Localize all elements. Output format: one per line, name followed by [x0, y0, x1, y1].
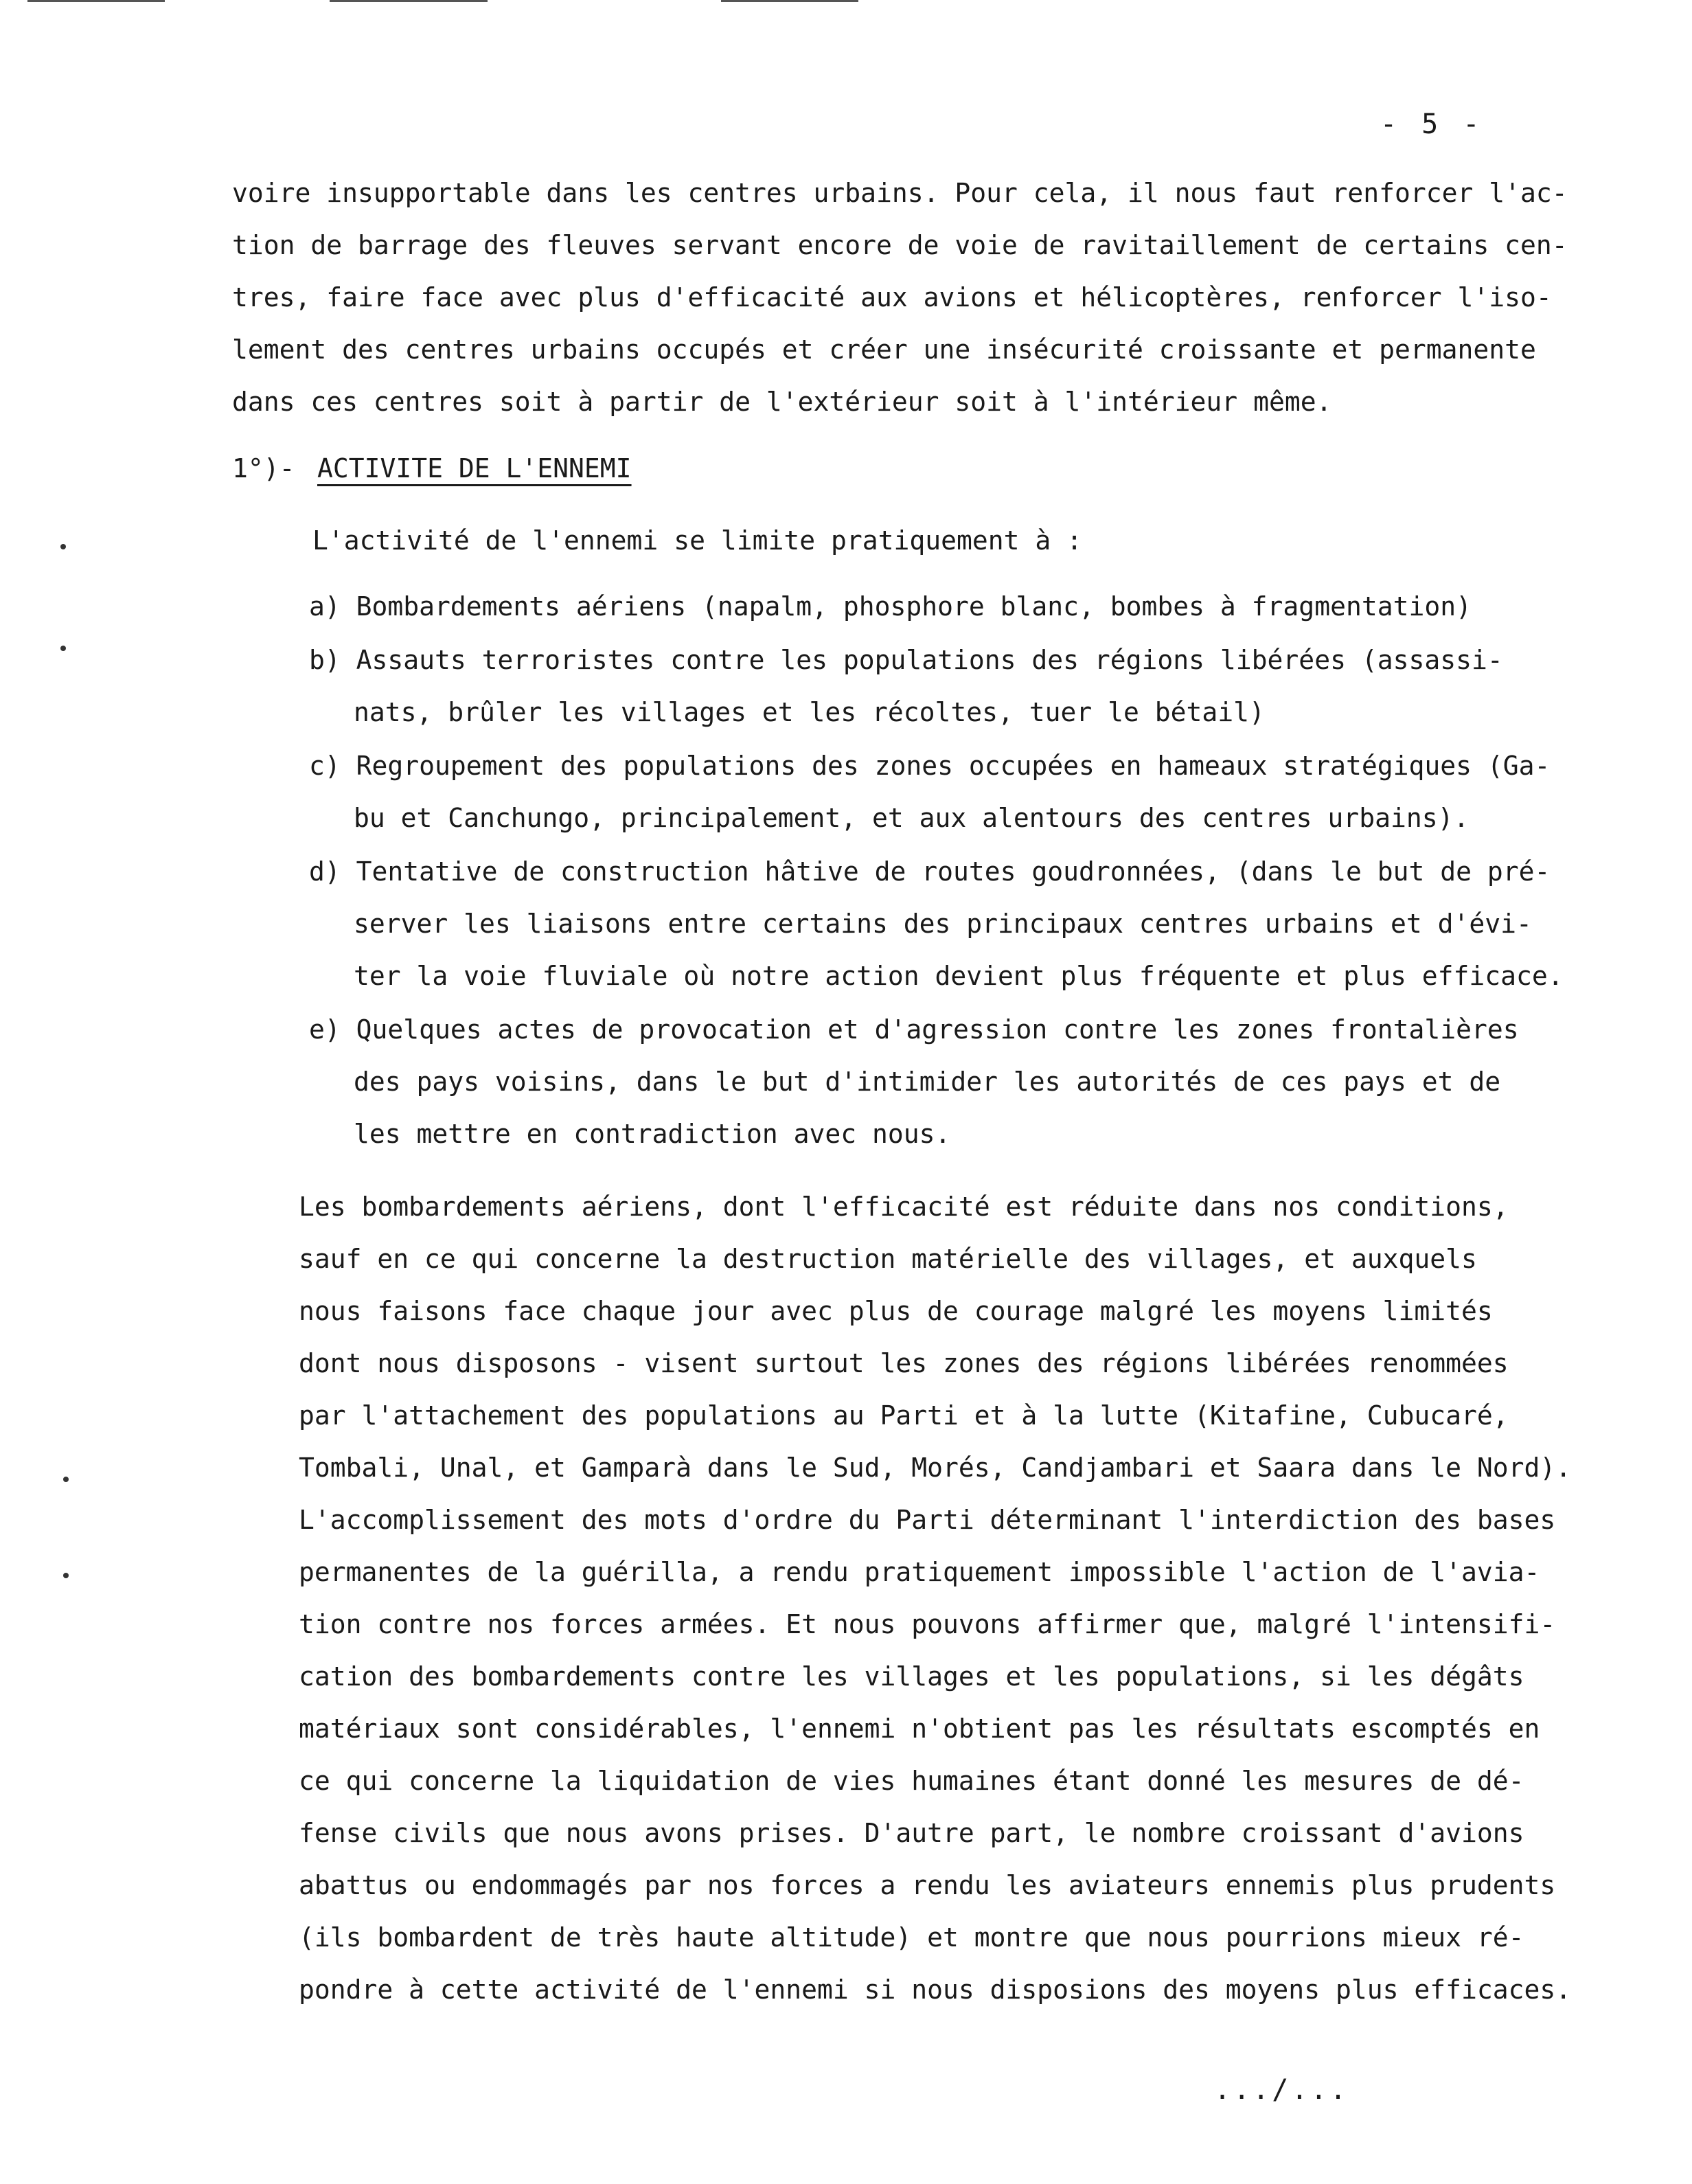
intro-line: lement des centres urbains occupés et créer une insécurité croissante et permanente [232, 334, 1536, 365]
list-item-d: d) Tentative de construction hâtive de routes goudronnées, (dans le but de pré- [309, 856, 1551, 887]
intro-line: voire insupportable dans les centres urbains. Pour cela, il nous faut renforcer l'ac- [232, 178, 1568, 208]
body-line: (ils bombardent de très haute altitude) et montre que nous pourrions mieux ré- [299, 1922, 1524, 1953]
body-line: sauf en ce qui concerne la destruction matérielle des villages, et auxquels [299, 1244, 1477, 1274]
margin-speck [60, 646, 66, 651]
lead-sentence: L'activité de l'ennemi se limite pratiquement à : [312, 525, 1083, 556]
list-item-c: c) Regroupement des populations des zones occupées en hameaux stratégiques (Ga- [309, 751, 1551, 781]
body-line: permanentes de la guérilla, a rendu pratiquement impossible l'action de l'avia- [299, 1557, 1540, 1587]
body-line: nous faisons face chaque jour avec plus de courage malgré les moyens limités [299, 1296, 1493, 1326]
body-line: matériaux sont considérables, l'ennemi n'obtient pas les résultats escomptés en [299, 1714, 1540, 1744]
body-line: cation des bombardements contre les villages et les populations, si les dégâts [299, 1661, 1524, 1692]
list-item-e-continued: les mettre en contradiction avec nous. [354, 1119, 951, 1149]
list-item-b-continued: nats, brûler les villages et les récoltes, tuer le bétail) [354, 697, 1265, 727]
section-number: 1°)- [232, 453, 295, 484]
top-edge-mark [721, 0, 858, 2]
body-line: Les bombardements aériens, dont l'efficacité est réduite dans nos conditions, [299, 1192, 1509, 1222]
list-item-e-continued: des pays voisins, dans le but d'intimider les autorités de ces pays et de [354, 1067, 1501, 1097]
list-item-e: e) Quelques actes de provocation et d'agression contre les zones frontalières [309, 1014, 1519, 1045]
top-edge-mark [27, 0, 165, 2]
body-line: tion contre nos forces armées. Et nous pouvons affirmer que, malgré l'intensifi- [299, 1609, 1556, 1639]
section-heading [232, 453, 632, 484]
body-line: dont nous disposons - visent surtout les zones des régions libérées renommées [299, 1348, 1509, 1378]
body-line: fense civils que nous avons prises. D'autre part, le nombre croissant d'avions [299, 1818, 1524, 1848]
continuation-mark: .../... [1214, 2074, 1349, 2106]
margin-speck [60, 544, 66, 549]
margin-speck [63, 1573, 69, 1578]
list-item-d-continued: ter la voie fluviale où notre action devient plus fréquente et plus efficace. [354, 961, 1564, 991]
page-number: - 5 - [1380, 109, 1484, 140]
section-title: ACTIVITE DE L'ENNEMI [317, 453, 632, 484]
list-item-d-continued: server les liaisons entre certains des principaux centres urbains et d'évi- [354, 909, 1532, 939]
intro-line: tion de barrage des fleuves servant encore de voie de ravitaillement de certains cen- [232, 230, 1568, 260]
list-item-b: b) Assauts terroristes contre les populations des régions libérées (assassi- [309, 645, 1503, 675]
body-line: Tombali, Unal, et Gamparà dans le Sud, Morés, Candjambari et Saara dans le Nord). [299, 1453, 1572, 1483]
body-line: pondre à cette activité de l'ennemi si nous disposions des moyens plus efficaces. [299, 1975, 1572, 2005]
body-line: abattus ou endommagés par nos forces a rendu les aviateurs ennemis plus prudents [299, 1870, 1556, 1900]
list-item-a: a) Bombardements aériens (napalm, phosphore blanc, bombes à fragmentation) [309, 591, 1472, 622]
body-line: ce qui concerne la liquidation de vies humaines étant donné les mesures de dé- [299, 1766, 1524, 1796]
top-edge-mark [330, 0, 488, 2]
list-item-c-continued: bu et Canchungo, principalement, et aux alentours des centres urbains). [354, 803, 1470, 833]
intro-line: tres, faire face avec plus d'efficacité aux avions et hélicoptères, renforcer l'iso- [232, 282, 1552, 312]
margin-speck [63, 1477, 69, 1482]
intro-line: dans ces centres soit à partir de l'extérieur soit à l'intérieur même. [232, 387, 1332, 417]
body-line: par l'attachement des populations au Parti et à la lutte (Kitafine, Cubucaré, [299, 1400, 1509, 1431]
body-line: L'accomplissement des mots d'ordre du Parti déterminant l'interdiction des bases [299, 1505, 1556, 1535]
